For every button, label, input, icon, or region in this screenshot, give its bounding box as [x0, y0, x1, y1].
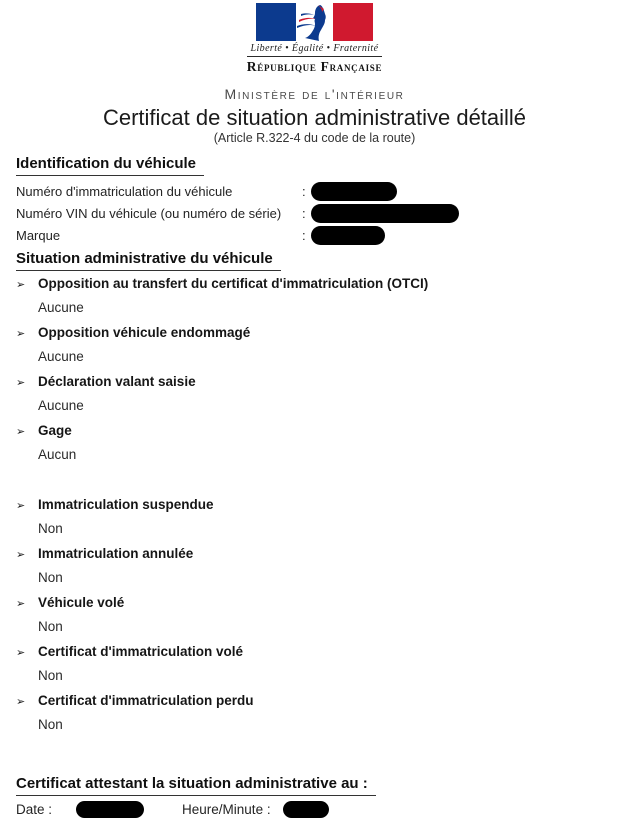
item-value: Non [38, 619, 63, 634]
redacted-brand [311, 226, 385, 245]
item-immatriculation-annulee [16, 545, 613, 586]
attestation-heading: Certificat attestant la situation administrative au : [16, 775, 376, 796]
colon-separator: : [302, 183, 306, 199]
item-label: Véhicule volé [38, 595, 125, 610]
republique-francaise-logo [247, 3, 382, 75]
arrow-bullet-icon: ➢ [16, 499, 26, 512]
situation-heading: Situation administrative du véhicule [16, 250, 281, 271]
date-label: Date : [16, 802, 53, 817]
arrow-bullet-icon: ➢ [16, 327, 26, 340]
colon-separator: : [302, 205, 306, 221]
arrow-bullet-icon: ➢ [16, 695, 26, 708]
logo-republic-name: République Française [246, 59, 383, 74]
item-label: Gage [38, 423, 72, 438]
item-value: Non [38, 668, 63, 683]
item-value: Aucun [38, 447, 77, 462]
redacted-date [76, 801, 144, 818]
arrow-bullet-icon: ➢ [16, 597, 26, 610]
item-label: Opposition véhicule endommagé [38, 325, 251, 340]
item-certificat-vole [16, 643, 613, 684]
section-attestation [16, 775, 613, 818]
item-value: Aucune [38, 398, 84, 413]
redacted-vin-number [311, 204, 459, 223]
document-title: Certificat de situation administrative détaillé [102, 105, 527, 130]
arrow-bullet-icon: ➢ [16, 646, 26, 659]
item-label: Certificat d'immatriculation volé [38, 644, 244, 659]
item-value: Non [38, 521, 63, 536]
row-brand [16, 224, 613, 246]
item-label: Immatriculation suspendue [38, 497, 214, 512]
brand-label: Marque [16, 227, 61, 243]
time-label: Heure/Minute : [182, 802, 271, 817]
item-value: Non [38, 717, 63, 732]
redacted-registration-number [311, 182, 397, 201]
identification-heading: Identification du véhicule [16, 155, 204, 176]
document-body [0, 155, 629, 818]
item-vehicule-vole [16, 594, 613, 635]
item-label: Déclaration valant saisie [38, 374, 196, 389]
arrow-bullet-icon: ➢ [16, 278, 26, 291]
logo-motto: Liberté • Égalité • Fraternité [247, 43, 382, 57]
item-gage [16, 422, 613, 463]
row-registration-number [16, 180, 613, 202]
identification-rows [16, 180, 613, 246]
ministry-name: Ministère de l'intérieur [224, 86, 405, 102]
section-situation [16, 250, 613, 733]
colon-separator: : [302, 227, 306, 243]
arrow-bullet-icon: ➢ [16, 376, 26, 389]
item-otci [16, 275, 613, 316]
item-value: Aucune [38, 300, 84, 315]
item-opposition-endommage [16, 324, 613, 365]
registration-number-label: Numéro d'immatriculation du véhicule [16, 183, 233, 199]
item-value: Non [38, 570, 63, 585]
arrow-bullet-icon: ➢ [16, 425, 26, 438]
item-immatriculation-suspendue [16, 496, 613, 537]
situation-items [16, 275, 613, 733]
item-label: Opposition au transfert du certificat d'immatriculation (OTCI) [38, 276, 429, 291]
attestation-date-row [16, 801, 613, 818]
row-vin-number [16, 202, 613, 224]
arrow-bullet-icon: ➢ [16, 548, 26, 561]
document-subtitle: (Article R.322-4 du code de la route) [213, 131, 416, 145]
redacted-time [283, 801, 329, 818]
section-identification [16, 155, 613, 246]
item-label: Immatriculation annulée [38, 546, 194, 561]
marianne-flag-icon [256, 3, 373, 41]
vin-number-label: Numéro VIN du véhicule (ou numéro de série) [16, 205, 282, 221]
item-value: Aucune [38, 349, 84, 364]
item-label: Certificat d'immatriculation perdu [38, 693, 254, 708]
item-certificat-perdu [16, 692, 613, 733]
item-declaration-saisie [16, 373, 613, 414]
document-header [0, 0, 629, 145]
